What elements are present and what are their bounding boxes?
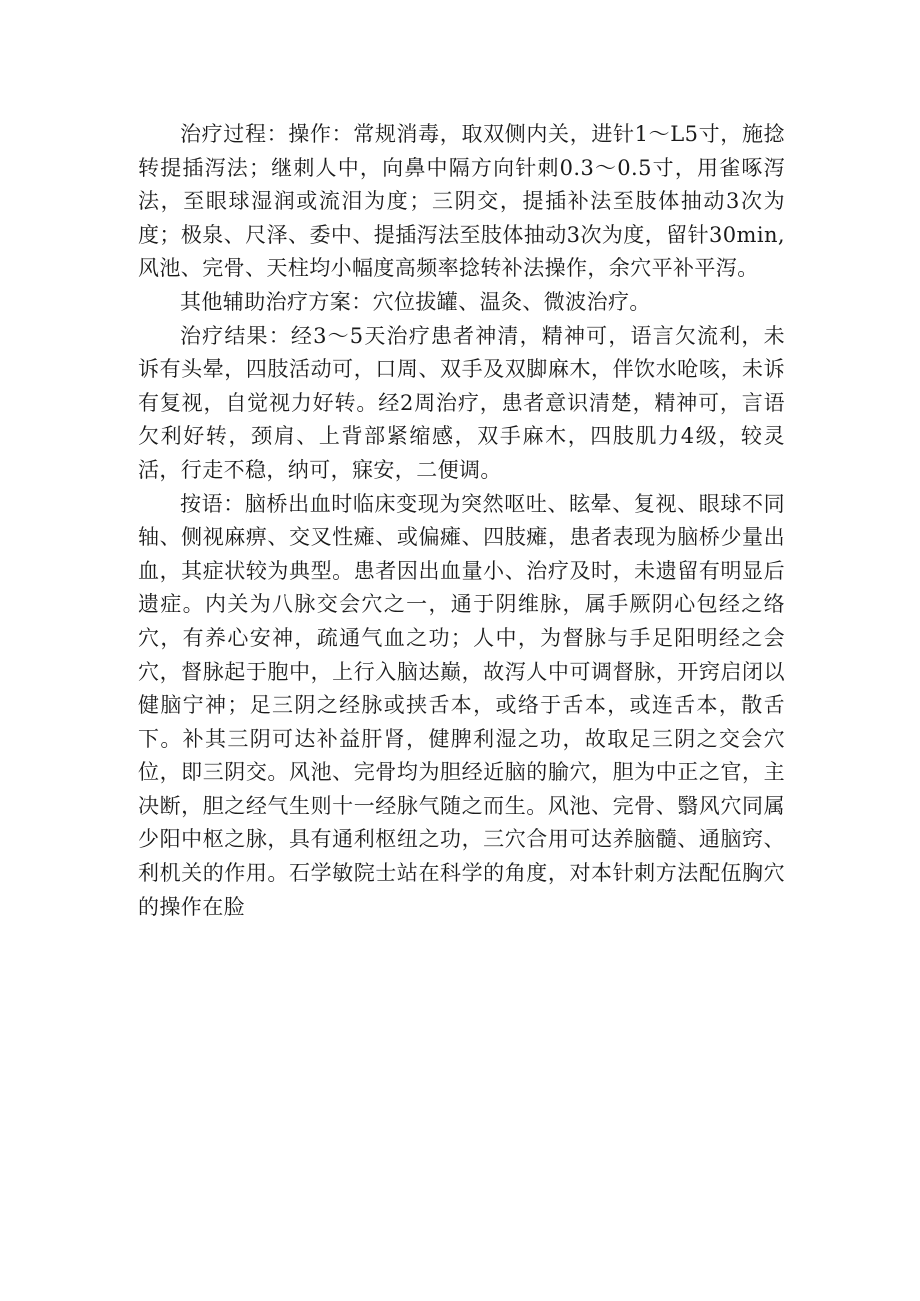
paragraph-treatment-process: 治疗过程：操作：常规消毒，取双侧内关，进针1～L5寸，施捻转提插泻法；继刺人中，向鼻中隔方向针刺0.3～0.5寸，用雀啄泻法，至眼球湿润或流泪为度；三阴交，提插补法至肢体抽动3次为度；极泉、尺泽、委中、提插泻法至肢体抽动3次为度，留针30min,风池、完骨、天柱均小幅度高频率捻转补法操作，余穴平补平泻。	[138, 122, 785, 281]
paragraph-auxiliary-treatment: 其他辅助治疗方案：穴位拔罐、温灸、微波治疗。	[180, 289, 651, 314]
document-page	[138, 118, 785, 924]
paragraph-treatment-result: 治疗结果：经3～5天治疗患者神清，精神可，语言欠流利，未诉有头晕，四肢活动可，口周、双手及双脚麻木，伴饮水呛咳，未诉有复视，自觉视力好转。经2周治疗，患者意识清楚，精神可，言语欠利好转，颈肩、上背部紧缩感，双手麻木，四肢肌力4级，较灵活，行走不稳，纳可，寐安，二便调。	[138, 323, 785, 482]
paragraph-commentary: 按语：脑桥出血时临床变现为突然呕吐、眩晕、复视、眼球不同轴、侧视麻痹、交叉性瘫、或偏瘫、四肢瘫，患者表现为脑桥少量出血，其症状较为典型。患者因出血量小、治疗及时，未遗留有明显后遗症。内关为八脉交会穴之一，通于阴维脉，属手厥阴心包经之络穴，有养心安神，疏通气血之功；人中，为督脉与手足阳明经之会穴，督脉起于胞中，上行入脑达巅，故泻人中可调督脉，开窍启闭以健脑宁神；足三阴之经脉或挟舌本，或络于舌本，或连舌本，散舌下。补其三阴可达补益肝肾，健脾利湿之功，故取足三阴之交会穴位，即三阴交。风池、完骨均为胆经近脑的腧穴，胆为中正之官，主决断，胆之经气生则十一经脉气随之而生。风池、完骨、翳风穴同属少阳中枢之脉，具有通利枢纽之功，三穴合用可达养脑髓、通脑窍、利机关的作用。石学敏院士站在科学的角度，对本针刺方法配伍胸穴的操作在脸	[138, 491, 785, 919]
